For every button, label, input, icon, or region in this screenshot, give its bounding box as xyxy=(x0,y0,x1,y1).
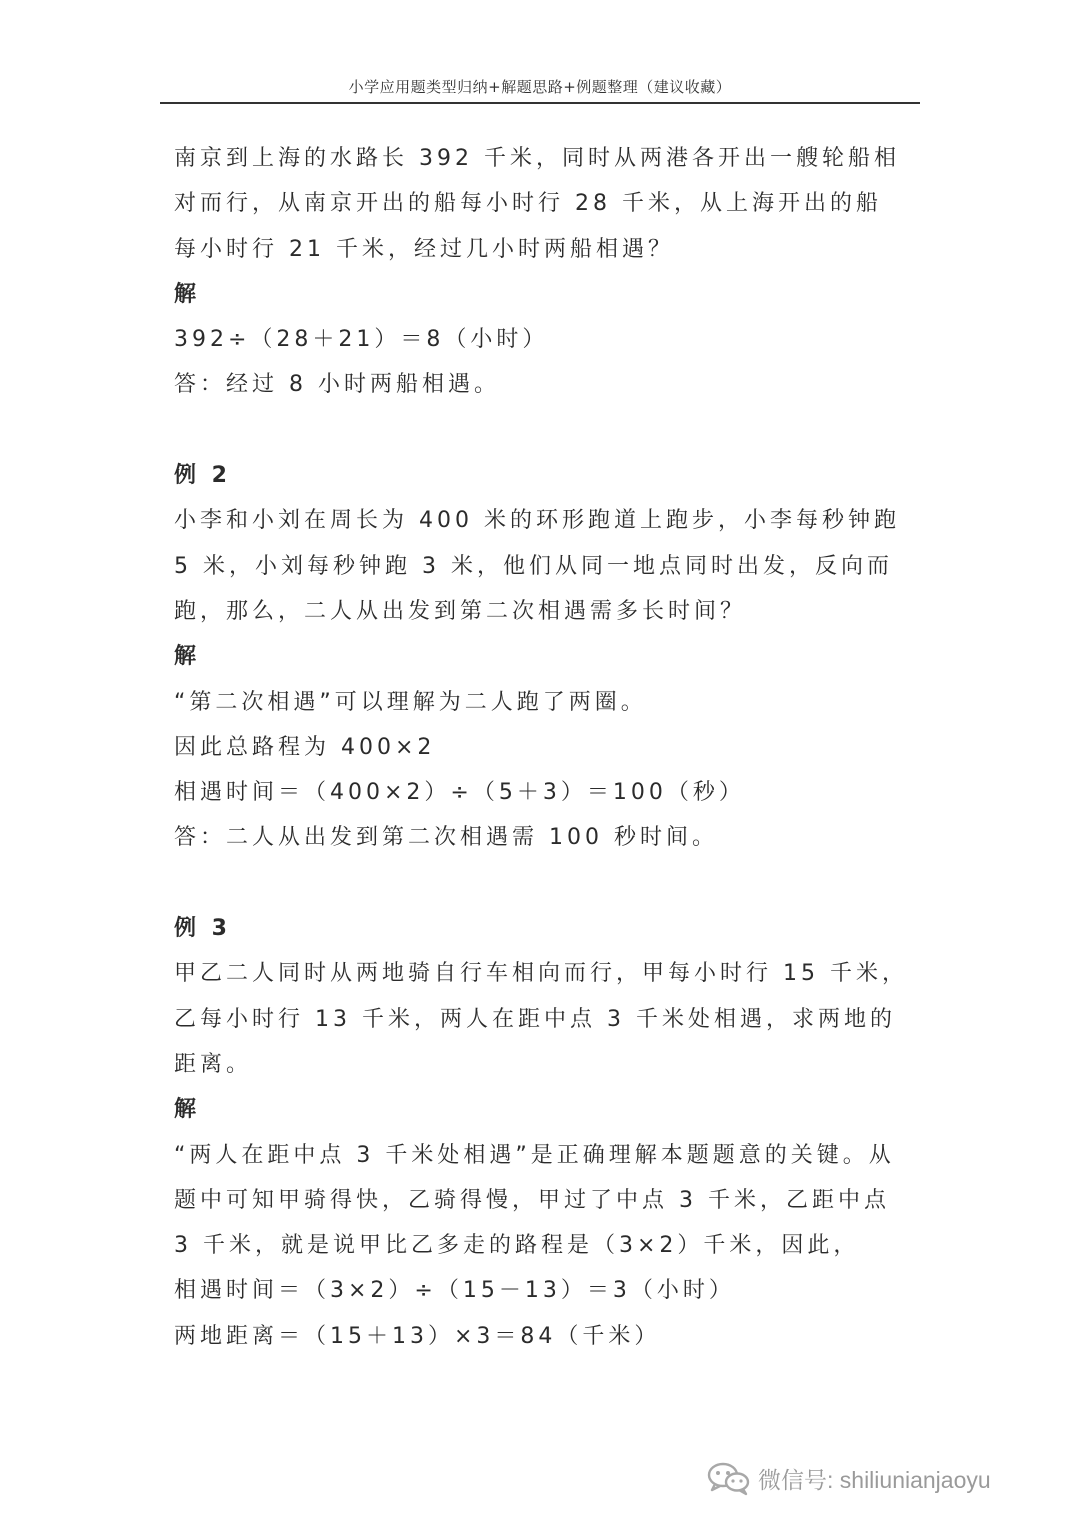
example3-solution-line-5: 两地距离＝（15＋13）×3＝84（千米） xyxy=(174,1323,661,1349)
example2-solution-label: 解 xyxy=(174,644,201,670)
example2-solution-line-3: 相遇时间＝（400×2）÷（5＋3）＝100（秒） xyxy=(174,780,745,806)
example2-answer: 答：二人从出发到第二次相遇需 100 秒时间。 xyxy=(174,825,718,851)
example3-solution-line-2: 题中可知甲骑得快，乙骑得慢，甲过了中点 3 千米，乙距中点 xyxy=(174,1187,890,1213)
watermark-text: 微信号: shiliunianjaoyu xyxy=(758,1466,991,1493)
example2-question-line-3: 跑，那么，二人从出发到第二次相遇需多长时间？ xyxy=(174,598,747,624)
example3-label: 例 3 xyxy=(174,916,231,942)
document-body xyxy=(174,136,914,1359)
header-title: 小学应用题类型归纳+解题思路+例题整理（建议收藏） xyxy=(348,78,732,96)
problem1-question-line-2: 对而行，从南京开出的船每小时行 28 千米，从上海开出的船 xyxy=(174,191,882,217)
problem1-question-line-3: 每小时行 21 千米，经过几小时两船相遇？ xyxy=(174,236,674,262)
example3-question-line-1: 甲乙二人同时从两地骑自行车相向而行，甲每小时行 15 千米， xyxy=(174,961,908,987)
example2-solution-line-2: 因此总路程为 400×2 xyxy=(174,734,436,760)
problem1-solution-label: 解 xyxy=(174,281,201,307)
spacer xyxy=(174,408,914,453)
problem1-solution-line-1: 392÷（28＋21）＝8（小时） xyxy=(174,327,549,353)
example3-question-line-2: 乙每小时行 13 千米，两人在距中点 3 千米处相遇，求两地的 xyxy=(174,1006,896,1032)
page-header xyxy=(160,72,920,104)
wechat-watermark xyxy=(706,1458,991,1498)
problem1-answer: 答：经过 8 小时两船相遇。 xyxy=(174,372,500,398)
problem1-question-line-1: 南京到上海的水路长 392 千米，同时从两港各开出一艘轮船相 xyxy=(174,146,900,171)
example3-solution-line-3: 3 千米，就是说甲比乙多走的路程是（3×2）千米，因此， xyxy=(174,1233,860,1259)
wechat-icon xyxy=(706,1460,752,1496)
spacer xyxy=(174,861,914,906)
example2-question-line-2: 5 米，小刘每秒钟跑 3 米，他们从同一地点同时出发，反向而 xyxy=(174,553,893,579)
example2-question-line-1: 小李和小刘在周长为 400 米的环形跑道上跑步，小李每秒钟跑 xyxy=(174,508,900,534)
example3-solution-label: 解 xyxy=(174,1097,201,1123)
example2-solution-line-1: “第二次相遇”可以理解为二人跑了两圈。 xyxy=(174,689,647,715)
example3-solution-line-1: “两人在距中点 3 千米处相遇”是正确理解本题题意的关键。从 xyxy=(174,1142,895,1168)
example3-solution-line-4: 相遇时间＝（3×2）÷（15－13）＝3（小时） xyxy=(174,1278,735,1304)
example3-question-line-3: 距离。 xyxy=(174,1051,253,1077)
example2-label: 例 2 xyxy=(174,463,231,489)
